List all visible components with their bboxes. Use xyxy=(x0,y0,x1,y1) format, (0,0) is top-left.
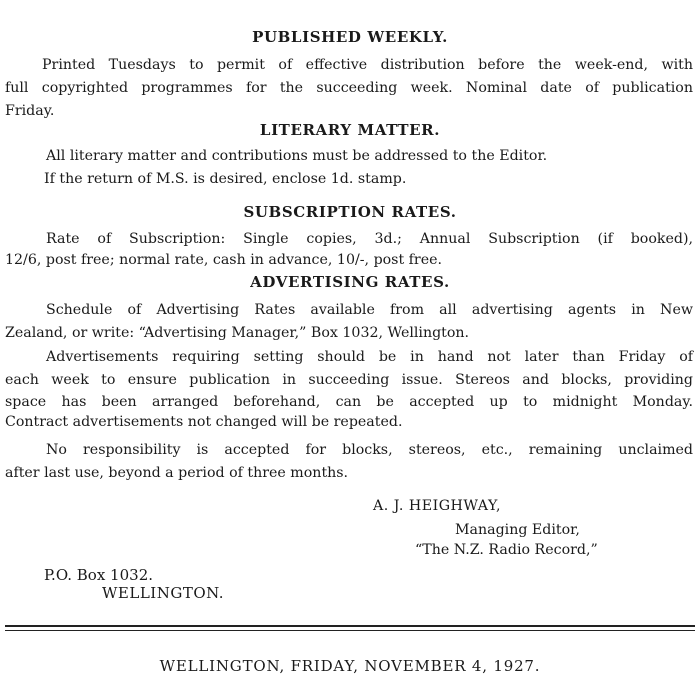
advertising-rates-heading: ADVERTISING RATES. xyxy=(250,273,450,291)
signature-publication: “The N.Z. Radio Record,” xyxy=(415,542,598,558)
divider-rule-top xyxy=(5,625,695,627)
advertising-rates-line-8: after last use, beyond a period of three months. xyxy=(5,465,349,481)
advertising-rates-line-7: No responsibility is accepted for blocks, stereos, etc., remaining unclaimed xyxy=(46,442,693,458)
subscription-rates-line-2: 12/6, post free; normal rate, cash in advance, 10/-, post free. xyxy=(5,252,443,268)
literary-matter-line-2: If the return of M.S. is desired, enclose 1d. stamp. xyxy=(44,171,407,187)
advertising-rates-line-2: Zealand, or write: “Advertising Manager,” Box 1032, Wellington. xyxy=(5,325,470,341)
advertising-rates-line-5: space has been arranged beforehand, can be accepted up to midnight Monday. xyxy=(5,394,693,410)
advertising-rates-line-4: each week to ensure publication in succeeding issue. Stereos and blocks, providing xyxy=(5,372,693,388)
published-weekly-heading: PUBLISHED WEEKLY. xyxy=(252,28,448,46)
published-weekly-line-3: Friday. xyxy=(5,103,55,119)
subscription-rates-line-1: Rate of Subscription: Single copies, 3d.; Annual Subscription (if booked), xyxy=(46,231,693,247)
address-line-1: P.O. Box 1032. xyxy=(44,566,153,584)
signature-title: Managing Editor, xyxy=(455,522,580,538)
subscription-rates-heading: SUBSCRIPTION RATES. xyxy=(243,203,457,221)
dateline: WELLINGTON, FRIDAY, NOVEMBER 4, 1927. xyxy=(159,657,541,675)
published-weekly-line-2: full copyrighted programmes for the succeeding week. Nominal date of publication xyxy=(5,80,693,96)
divider-rule-bottom xyxy=(5,630,695,631)
literary-matter-line-1: All literary matter and contributions must be addressed to the Editor. xyxy=(46,148,548,164)
address-line-2: WELLINGTON. xyxy=(102,584,225,602)
advertising-rates-line-6: Contract advertisements not changed will be repeated. xyxy=(5,414,403,430)
signature-name: A. J. HEIGHWAY, xyxy=(373,498,501,514)
advertising-rates-line-3: Advertisements requiring setting should be in hand not later than Friday of xyxy=(46,349,693,365)
published-weekly-line-1: Printed Tuesdays to permit of effective distribution before the week-end, with xyxy=(42,57,693,73)
literary-matter-heading: LITERARY MATTER. xyxy=(259,121,441,139)
advertising-rates-line-1: Schedule of Advertising Rates available from all advertising agents in New xyxy=(46,302,693,318)
